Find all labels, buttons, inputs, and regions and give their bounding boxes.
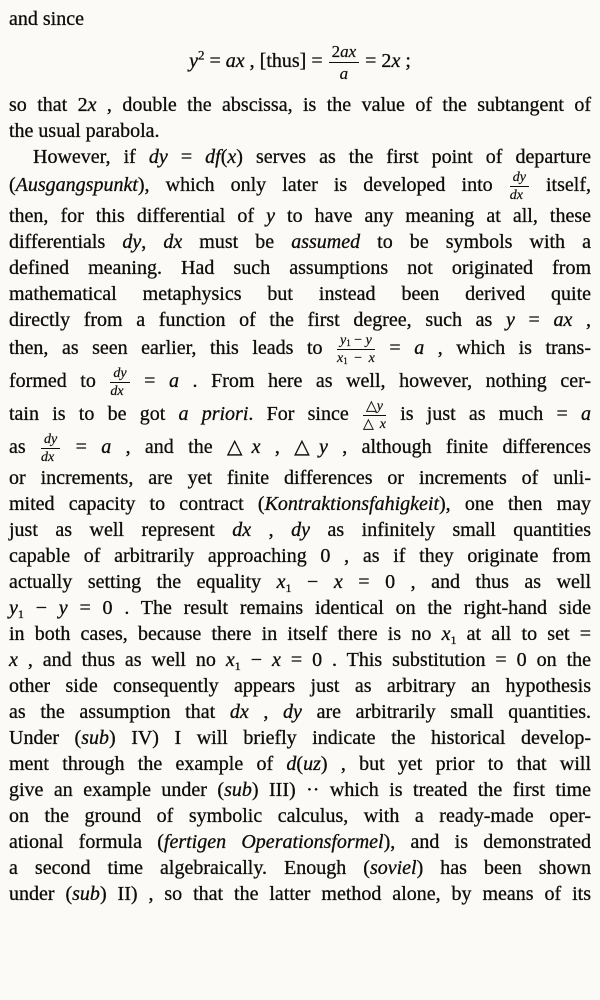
text-segment: ) III) ·· which is treated the first time — [251, 779, 591, 801]
text-segment: y — [319, 436, 328, 459]
text-segment: = — [130, 370, 169, 393]
text-segment: just as well represent — [9, 519, 233, 541]
text-line — [9, 92, 591, 118]
text-segment: y — [9, 597, 18, 619]
text-line — [9, 829, 591, 855]
text-line — [9, 366, 591, 399]
text-segment: must be — [182, 231, 292, 253]
text-segment: y — [376, 399, 383, 414]
text-segment: y — [365, 333, 372, 348]
text-segment: capable of arbitrarily approaching 0 , as if they originate from — [9, 545, 591, 567]
text-segment: on the ground of symbolic calculus, with a ready-made oper- — [9, 805, 591, 827]
text-segment: 2 — [197, 47, 205, 63]
text-segment: = — [514, 309, 554, 331]
text-segment: as — [9, 436, 41, 459]
text-segment: y — [505, 309, 515, 331]
text-segment: = — [204, 50, 226, 73]
text-segment: directly from a function of the first degree, such as — [9, 309, 506, 331]
text-segment: a — [414, 337, 425, 360]
text-block — [9, 6, 591, 907]
text-segment: x — [87, 94, 97, 116]
text-line — [9, 465, 591, 491]
text-segment: = — [375, 337, 415, 360]
text-segment: . For since — [248, 403, 362, 426]
fraction-numerator — [363, 399, 386, 416]
text-segment: the usual parabola. — [9, 120, 160, 142]
text-segment: 1 — [17, 607, 24, 621]
text-segment: , [thus] = — [244, 50, 328, 73]
text-segment: then, as seen earlier, this leads to — [9, 337, 337, 360]
text-segment: or increments, are yet finite differences or increments of unli- — [9, 467, 591, 489]
text-segment: y — [340, 333, 347, 348]
text-segment: ; — [400, 50, 411, 73]
text-segment: , which is trans- — [424, 337, 591, 360]
text-segment: dy — [44, 432, 58, 447]
text-segment: dy — [283, 701, 302, 723]
text-segment: so that 2 — [9, 94, 88, 116]
text-segment: , △ — [260, 436, 319, 459]
text-segment: dx — [41, 450, 55, 465]
text-segment: dx — [229, 701, 249, 723]
text-segment: = — [61, 436, 102, 459]
text-segment: uz — [303, 753, 321, 775]
text-segment: ational formula ( — [9, 831, 164, 853]
text-segment: , double the abscissa, is the value of the subtangent of — [96, 94, 591, 116]
text-line — [9, 203, 591, 229]
text-segment: as infinitely small quantities — [310, 519, 592, 541]
text-segment: x — [271, 649, 281, 671]
text-segment: dx — [509, 188, 523, 203]
text-segment: △ — [362, 417, 380, 432]
text-segment: ( — [296, 753, 304, 775]
text-segment: , although finite differences — [327, 436, 591, 459]
fraction-denominator — [110, 383, 129, 399]
text-segment: is just as much = — [386, 403, 581, 426]
fraction-numerator — [41, 432, 60, 449]
text-segment: d — [286, 753, 297, 775]
text-segment: , — [141, 231, 164, 253]
text-segment: ), one then may — [439, 493, 592, 515]
fraction-numerator — [329, 42, 360, 63]
text-line — [9, 118, 591, 144]
text-segment: . From here as well, however, nothing cer- — [179, 370, 592, 393]
text-segment: dy — [148, 146, 168, 168]
text-line — [9, 517, 591, 543]
text-segment: dy — [113, 366, 127, 381]
text-line — [9, 307, 591, 333]
text-line — [9, 491, 591, 517]
text-segment: a second time algebraically. Enough ( — [9, 857, 370, 879]
text-segment: give an example under ( — [9, 779, 225, 801]
text-segment: sub — [72, 883, 100, 905]
text-line — [9, 673, 591, 699]
text-segment: However, if — [33, 146, 149, 168]
text-segment: are arbitrarily small quantities. — [301, 701, 592, 723]
text-segment: a — [101, 436, 112, 459]
fraction — [509, 170, 530, 203]
text-segment: x — [276, 571, 286, 593]
text-line — [9, 6, 591, 32]
text-segment: df — [205, 146, 221, 168]
text-line — [9, 144, 591, 170]
text-line — [9, 881, 591, 907]
text-line — [9, 281, 591, 307]
text-segment: sub — [81, 727, 109, 749]
text-segment: ( — [220, 146, 228, 168]
text-segment: = 0 . This substitution = 0 on the — [280, 649, 592, 671]
text-segment: dy — [122, 231, 142, 253]
fraction — [336, 333, 376, 366]
text-segment: x — [227, 146, 237, 168]
text-segment: a — [581, 403, 591, 426]
text-segment: ment through the example of — [9, 753, 287, 775]
text-segment: = — [167, 146, 206, 168]
text-segment: dx — [163, 231, 183, 253]
text-segment: Ausgangspunkt — [15, 174, 138, 197]
text-segment: ) serves as the first point of departure — [236, 146, 592, 168]
text-segment: x — [225, 649, 235, 671]
text-segment: ) has been shown — [416, 857, 591, 879]
text-segment: 1 — [343, 356, 348, 366]
text-segment: sub — [224, 779, 252, 801]
text-segment: dx — [232, 519, 252, 541]
text-segment: − — [291, 571, 334, 593]
text-segment: y — [266, 205, 275, 227]
text-line — [9, 595, 591, 621]
text-segment: Kontraktionsfahigkeit — [264, 493, 440, 515]
fraction — [40, 432, 61, 465]
text-segment: x — [9, 649, 18, 671]
text-segment: ax — [225, 50, 245, 73]
text-segment: as the assumption that — [9, 701, 230, 723]
text-segment: dy — [291, 519, 310, 541]
text-segment: ) , but yet prior to that will — [320, 753, 592, 775]
fraction-numerator — [510, 170, 529, 187]
text-segment: x — [337, 351, 344, 366]
text-line — [9, 543, 591, 569]
text-segment: ( — [9, 174, 16, 197]
text-line — [9, 621, 591, 647]
text-line — [9, 42, 591, 83]
text-segment: dy — [512, 170, 526, 185]
text-segment: tain is to be got — [9, 403, 179, 426]
text-segment: itself, — [529, 174, 591, 197]
fraction — [109, 366, 130, 399]
text-line — [9, 170, 591, 203]
text-segment: ), and is demonstrated — [383, 831, 591, 853]
text-segment: , — [251, 519, 292, 541]
text-line — [9, 751, 591, 777]
text-segment: fertigen Operationsformel — [163, 831, 384, 853]
text-segment: and since — [9, 8, 84, 30]
text-segment: , and thus as well no — [17, 649, 226, 671]
text-segment: , — [572, 309, 591, 331]
fraction-denominator — [510, 187, 529, 203]
text-line — [9, 399, 591, 432]
text-segment: ), which only later is developed into — [137, 174, 509, 197]
fraction-numerator — [337, 333, 375, 350]
text-segment: = 0 , and thus as well — [342, 571, 592, 593]
fraction-denominator — [41, 449, 60, 465]
text-line — [9, 647, 591, 673]
text-segment: actually setting the equality — [9, 571, 277, 593]
text-segment: ) IV) I will briefly indicate the historical develop- — [108, 727, 591, 749]
fraction — [328, 42, 361, 83]
fraction — [362, 399, 387, 432]
fraction-denominator — [329, 63, 360, 83]
text-segment: − — [23, 597, 59, 619]
text-segment: = 0 . The result remains identical on the right-hand side — [67, 597, 591, 619]
text-segment: − — [350, 333, 366, 348]
fraction-numerator — [110, 366, 129, 383]
text-segment: 1 — [234, 659, 241, 673]
text-segment: other side consequently appears just as arbitrary an hypothesis — [9, 675, 591, 697]
text-line — [9, 803, 591, 829]
text-segment: in both cases, because there in itself there is no — [9, 623, 442, 645]
text-segment: ) II) , so that the latter method alone, by means of its — [99, 883, 591, 905]
text-segment: to have any meaning at all, these — [274, 205, 591, 227]
text-segment: 1 — [346, 338, 351, 348]
text-segment: x — [379, 417, 386, 432]
text-segment: , and the △ — [111, 436, 252, 459]
text-line — [9, 725, 591, 751]
text-segment: x — [368, 351, 375, 366]
text-segment: a priori — [178, 403, 249, 426]
text-segment: under ( — [9, 883, 73, 905]
text-segment: , — [248, 701, 284, 723]
text-line — [9, 777, 591, 803]
text-segment: ax — [553, 309, 573, 331]
text-segment: a — [169, 370, 179, 393]
fraction-denominator — [337, 350, 375, 366]
text-segment: ax — [340, 42, 357, 61]
text-segment: △ — [365, 399, 377, 414]
text-segment: mited capacity to contract ( — [9, 493, 265, 515]
text-segment: assumed — [291, 231, 361, 253]
text-line — [9, 432, 591, 465]
text-line — [9, 699, 591, 725]
text-segment: mathematical metaphysics but instead been derived quite — [9, 283, 591, 305]
text-segment: 1 — [285, 581, 292, 595]
text-segment: a — [339, 64, 349, 83]
text-segment: then, for this differential of — [9, 205, 267, 227]
text-segment: x — [441, 623, 451, 645]
text-segment: soviel — [369, 857, 417, 879]
text-segment: 1 — [450, 633, 457, 647]
text-segment: = 2 — [360, 50, 392, 73]
text-segment: − — [240, 649, 272, 671]
text-segment: dx — [110, 384, 124, 399]
text-segment: − — [347, 351, 369, 366]
text-line — [9, 569, 591, 595]
text-segment: defined meaning. Had such assumptions not originated from — [9, 257, 591, 279]
fraction-denominator — [363, 416, 386, 432]
text-segment: 2 — [331, 42, 341, 61]
text-segment: y — [58, 597, 68, 619]
text-segment: x — [251, 436, 261, 459]
text-segment: x — [391, 50, 401, 73]
text-line — [9, 855, 591, 881]
text-segment: Under ( — [9, 727, 82, 749]
text-segment: y — [189, 50, 198, 73]
text-segment: to be symbols with a — [360, 231, 592, 253]
text-line — [9, 255, 591, 281]
text-segment: formed to — [9, 370, 110, 393]
text-line — [9, 333, 591, 366]
text-segment: at all to set = — [456, 623, 591, 645]
text-segment: differentials — [9, 231, 123, 253]
text-segment: x — [333, 571, 343, 593]
text-line — [9, 229, 591, 255]
